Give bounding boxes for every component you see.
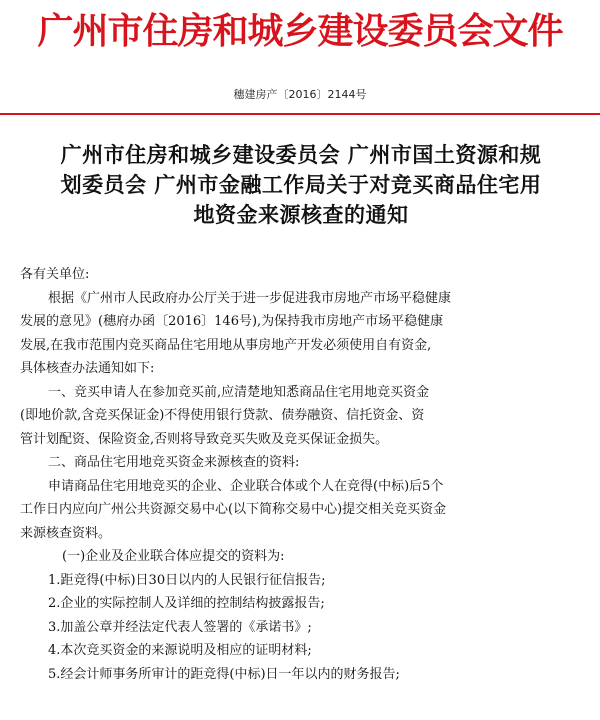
paragraph-line: 工作日内应向广州公共资源交易中心(以下简称交易中心)提交相关竞买资金: [20, 502, 447, 517]
paragraph-line: 来源核查资料。: [20, 525, 112, 541]
paragraph-line: 一、竞买申请人在参加竞买前,应清楚地知悉商品住宅用地竞买资金: [48, 384, 430, 400]
notice-title-line: 划委员会 广州市金融工作局关于对竞买商品住宅用: [60, 172, 542, 197]
list-item: 3.加盖公章并经法定代表人签署的《承诺书》;: [48, 619, 312, 635]
list-item: 1.距竞得(中标)日30日以内的人民银行征信报告;: [48, 572, 326, 588]
document-number: 穗建房产〔2016〕2144号: [233, 88, 367, 101]
paragraph-line: 管计划配资、保险资金,否则将导致竞买失败及竞买保证金损失。: [20, 431, 389, 447]
paragraph-line: 具体核查办法通知如下:: [20, 361, 155, 376]
notice-title-line: 地资金来源核查的通知: [193, 202, 409, 227]
list-item: 4.本次竞买资金的来源说明及相应的证明材料;: [48, 643, 312, 658]
document-header: [0, 0, 600, 80]
notice-title-line: 广州市住房和城乡建设委员会 广州市国土资源和规: [60, 142, 542, 167]
paragraph-line: 发展的意见》(穗府办函〔2016〕146号),为保持我市房地产市场平稳健康: [20, 314, 444, 329]
list-item: 5.经会计师事务所审计的距竞得(中标)日一年以内的财务报告;: [48, 666, 400, 682]
paragraph-line: 根据《广州市人民政府办公厅关于进一步促进我市房地产市场平稳健康: [48, 290, 452, 306]
paragraph-line: 申请商品住宅用地竞买的企业、企业联合体或个人在竞得(中标)后5个: [48, 478, 444, 494]
agency-title: 广州市住房和城乡建设委员会文件: [37, 11, 563, 52]
document-body: [20, 263, 586, 686]
red-divider-line: [0, 113, 600, 115]
paragraph-line: 发展,在我市范围内竞买商品住宅用地从事房地产开发必须使用自有资金,: [20, 337, 432, 353]
salutation: 各有关单位:: [20, 267, 90, 282]
subsection-heading: (一)企业及企业联合体应提交的资料为:: [62, 549, 285, 564]
section-heading: 二、商品住宅用地竞买资金来源核查的资料:: [48, 455, 300, 470]
notice-title: [18, 140, 584, 230]
list-item: 2.企业的实际控制人及详细的控制结构披露报告;: [48, 596, 325, 611]
paragraph-line: (即地价款,含竞买保证金)不得使用银行贷款、债券融资、信托资金、资: [20, 408, 425, 423]
